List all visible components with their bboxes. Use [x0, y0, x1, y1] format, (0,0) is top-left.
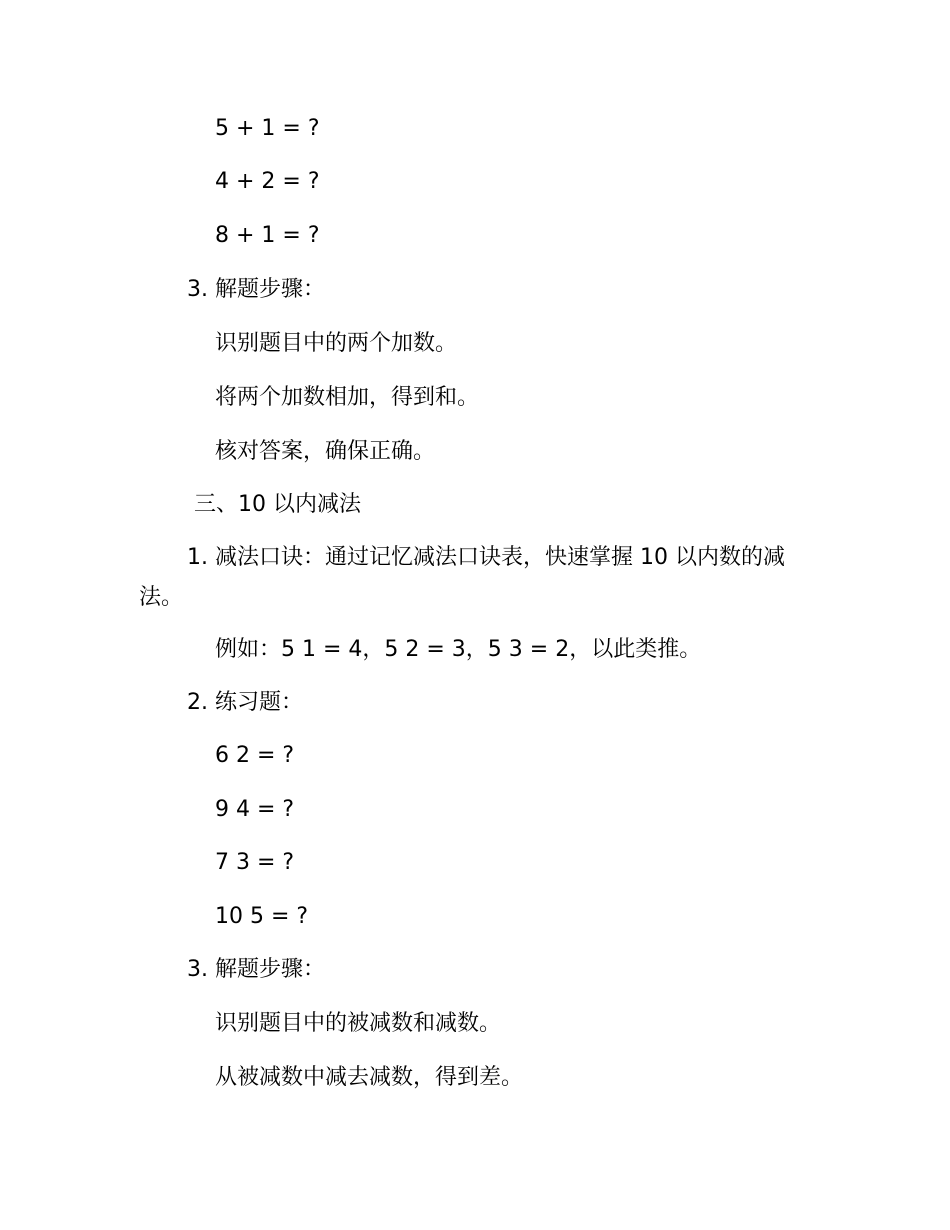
subtraction-steps-heading: 3. 解题步骤：: [187, 957, 325, 982]
subtraction-step-1: 识别题目中的被减数和减数。: [215, 1011, 502, 1036]
addition-example-2: 4 + 2 = ?: [215, 169, 320, 194]
section-title-subtraction: 三、10 以内减法: [194, 492, 361, 517]
subtraction-exercise-2: 9 4 = ?: [215, 797, 295, 822]
subtraction-exercise-1: 6 2 = ?: [215, 743, 295, 768]
addition-example-3: 8 + 1 = ?: [215, 223, 320, 248]
subtraction-step-2: 从被减数中减去减数，得到差。: [215, 1065, 524, 1090]
subtraction-mnemonic: 1. 减法口诀：通过记忆减法口诀表，快速掌握 10 以内数的减法。: [139, 545, 785, 610]
subtraction-exercise-3: 7 3 = ?: [215, 850, 295, 875]
addition-step-1: 识别题目中的两个加数。: [215, 331, 458, 356]
subtraction-mnemonic-example: 例如：5 1 = 4，5 2 = 3，5 3 = 2，以此类推。: [215, 637, 702, 662]
addition-steps-heading: 3. 解题步骤：: [187, 277, 325, 302]
addition-step-2: 将两个加数相加，得到和。: [215, 385, 480, 410]
addition-example-1: 5 + 1 = ?: [215, 116, 320, 141]
exercises-heading: 2. 练习题：: [187, 690, 303, 715]
addition-step-3: 核对答案，确保正确。: [215, 439, 436, 464]
subtraction-exercise-4: 10 5 = ?: [215, 904, 309, 929]
